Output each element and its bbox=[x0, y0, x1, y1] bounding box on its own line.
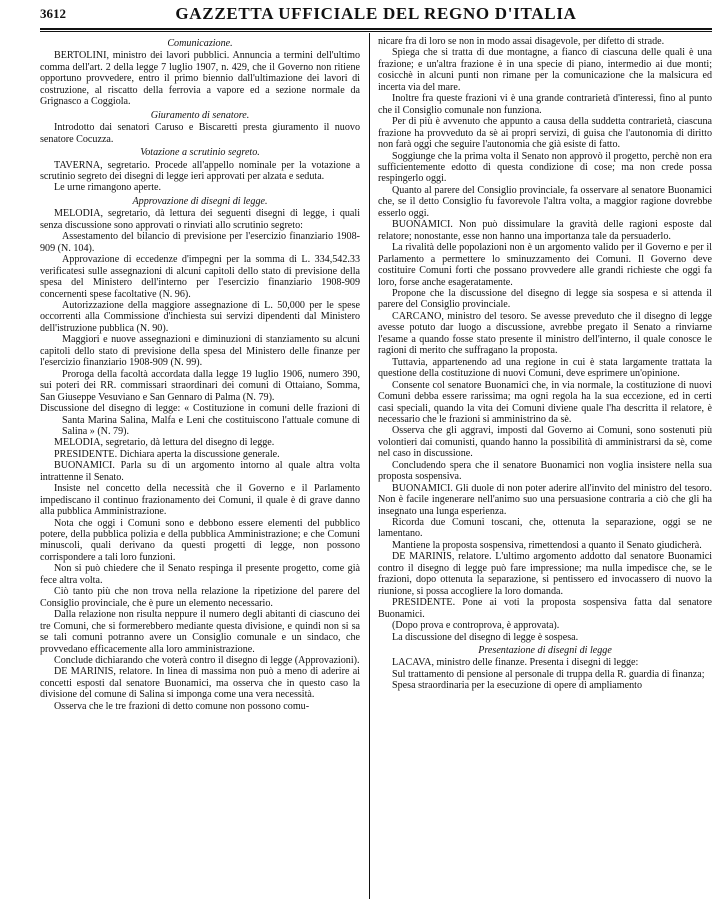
paragraph: Consente col senatore Buonamici che, in via normale, la costituzione di nuovi Comuni debba essere rarissima; ma ogni regola ha la sua eccezione, ed in certi casi speciali, quando la vita dei Comuni diviene quale l'ha descritta il relatore, è necessario che le frazioni si amministrino da sè. bbox=[378, 379, 712, 425]
page-header bbox=[40, 4, 712, 26]
paragraph: Insiste nel concetto della necessità che il Governo e il Parlamento impediscano il continuo frazionamento dei Comuni, il quale è di grave danno alla pubblica Amministrazione. bbox=[40, 483, 360, 518]
paragraph: PRESIDENTE. Pone ai voti la proposta sospensiva fatta dal senatore Buonamici. bbox=[378, 597, 712, 620]
paragraph: Ricorda due Comuni toscani, che, ottenuta la separazione, oggi se ne lamentano. bbox=[378, 517, 712, 540]
paragraph: DE MARINIS, relatore. L'ultimo argomento addotto dal senatore Buonamici contro il disegno di legge può fare impressione; ma nulla impedisce che, se le frazioni, dopo ottenuta la separazione, si pentissero ed invocassero di nuovo la riunione, si possa accogliere la loro domanda. bbox=[378, 551, 712, 597]
paragraph: Spesa straordinaria per la esecuzione di opere di ampliamento bbox=[392, 680, 643, 692]
header-rule-thin bbox=[40, 31, 712, 32]
paragraph: Ciò tanto più che non trova nella relazione la ripetizione del parere del Consiglio provinciale, che è pure un elemento necessario. bbox=[40, 586, 360, 609]
paragraph: BUONAMICI. Parla su di un argomento intorno al quale altra volta intrattenne il Senato. bbox=[40, 460, 360, 483]
paragraph: Osserva che gli aggravi, imposti dal Governo ai Comuni, sono sostenuti più volontieri dai comunisti, quando hanno la possibilità di amministrarsi da sè, come nel caso in discussione. bbox=[378, 425, 712, 460]
paragraph: Maggiori e nuove assegnazioni e diminuzioni di stanziamento su alcuni capitoli dello stato di previsione della spesa del Ministero delle finanze per l'esercizio finanziario 1908-909 (N. 99). bbox=[40, 334, 360, 369]
paragraph: Introdotto dai senatori Caruso e Biscaretti presta giuramento il nuovo senatore Cocuzza. bbox=[40, 122, 360, 145]
paragraph: PRESIDENTE. Dichiara aperta la discussione generale. bbox=[54, 448, 280, 460]
paragraph: Mantiene la proposta sospensiva, rimettendosi a quanto il Senato giudicherà. bbox=[392, 539, 702, 551]
page-number: 3612 bbox=[40, 6, 66, 21]
paragraph: BERTOLINI, ministro dei lavori pubblici. Annuncia a termini dell'ultimo comma dell'art. 2 della legge 7 luglio 1907, n. 429, che il Governo non ritiene opportuno provvedere, entro il primo biennio dall'ultimazione dei lavori di costruzione, al riscatto della ferrovia a vapore ed a sezione normale da Grignasco a Coggiola. bbox=[40, 50, 360, 108]
paragraph: TAVERNA, segretario. Procede all'appello nominale per la votazione a scrutinio segreto dei disegni di legge ieri approvati per alzata e seduta. bbox=[40, 159, 360, 182]
paragraph: Proroga della facoltà accordata dalla legge 19 luglio 1906, numero 390, sui poteri dei RR. commissari straordinari dei comuni di Ottaiano, Somma, San Giuseppe Vesuviano e San Gennaro di Palma (N. 79). bbox=[40, 368, 360, 403]
column-divider bbox=[369, 33, 370, 899]
header-rule bbox=[40, 28, 712, 30]
section-heading: Approvazione di disegni di legge. bbox=[132, 195, 268, 207]
paragraph: CARCANO, ministro del tesoro. Se avesse preveduto che il disegno di legge avesse potuto dar luogo a discussione, avrebbe pregato il Senato a rinviarne l'esame a quando fosse stato presente il ministro dell'interno, il quale conosce le ragioni di merito che suffragano la proposta. bbox=[378, 310, 712, 357]
paragraph: Quanto al parere del Consiglio provinciale, fa osservare al senatore Buonamici che, se il detto Consiglio fu favorevole l'altra volta, a maggior ragione dovrebbe esserlo oggi. bbox=[378, 184, 712, 219]
paragraph: Dalla relazione non risulta neppure il numero degli abitanti di ciascuno dei tre Comuni, che si formerebbero mediante questa divisione, e quindi non si sa se tali comuni potranno avere un Consiglio comunale e un sindaco, che provvedano efficacemente alla loro amministrazione. bbox=[40, 609, 360, 655]
paragraph: Soggiunge che la prima volta il Senato non approvò il progetto, perchè non era sufficientemente edotto di questa condizione di cose; ma non crede possa respingerlo oggi. bbox=[378, 150, 712, 185]
paragraph: LACAVA, ministro delle finanze. Presenta i disegni di legge: bbox=[392, 657, 639, 669]
paragraph: Conclude dichiarando che voterà contro il disegno di legge (Approvazioni). bbox=[54, 655, 360, 667]
section-heading: Giuramento di senatore. bbox=[150, 109, 250, 121]
paragraph: Autorizzazione della maggiore assegnazione di L. 50,000 per le spese occorrenti alla Commissione d'inchiesta sui servizi dipendenti dal Ministero dell'istruzione pubblica (N. 90). bbox=[40, 299, 360, 334]
paragraph: Sul trattamento di pensione al personale di truppa della R. guardia di finanza; bbox=[392, 668, 705, 680]
paragraph: MELODIA, segretario, dà lettura del disegno di legge. bbox=[54, 437, 275, 449]
paragraph: Le urne rimangono aperte. bbox=[54, 182, 162, 194]
paragraph: BUONAMICI. Gli duole di non poter aderire all'invito del ministro del tesoro. Non è facile ingenerare nell'animo suo una persuasione contraria a ciò che gli ha insegnato una lunga esperienza. bbox=[378, 482, 712, 517]
paragraph: Spiega che si tratta di due montagne, a fianco di ciascuna delle quali è una frazione; e un'altra frazione è in una specie di piano, intermedio ai due monti; cosicchè in alcuni punti non rimane per la comunicazione che la malsicura ed incerta via del mare. bbox=[378, 47, 712, 93]
section-heading: Votazione a scrutinio segreto. bbox=[140, 147, 260, 159]
paragraph: Assestamento del bilancio di previsione per l'esercizio finanziario 1908-909 (N. 104). bbox=[40, 231, 360, 254]
paragraph: Non si può chiedere che il Senato respinga il presente progetto, come già fece altra volta. bbox=[40, 563, 360, 586]
paragraph: Per di più è avvenuto che appunto a causa della suddetta contrarietà, ciascuna frazione ha provveduto da sè ai propri servizi, di guisa che l'autonomia di diritto non farà oggi che seguire l'autonomia che già esiste di fatto. bbox=[378, 116, 712, 151]
paragraph: BUONAMICI. Non può dissimulare la gravità delle ragioni esposte dal relatore; nonostante, esse non hanno una importanza tale da persuaderlo. bbox=[378, 219, 712, 242]
paragraph: nicare fra di loro se non in modo assai disagevole, per difetto di strade. bbox=[378, 36, 665, 47]
paragraph: Inoltre fra queste frazioni vi è una grande contrarietà d'interessi, fino al punto che il Consiglio comunale non funziona. bbox=[378, 93, 712, 116]
paragraph: MELODIA, segretario, dà lettura dei seguenti disegni di legge, i quali senza discussione sono approvati o rinviati allo scrutinio segreto: bbox=[40, 208, 360, 231]
paragraph: (Dopo prova e controprova, è approvata). bbox=[392, 620, 560, 632]
section-heading: Comunicazione. bbox=[167, 38, 233, 49]
paragraph: La rivalità delle popolazioni non è un argomento valido per il Governo e per il Parlamento a permettere lo sminuzzamento dei Comuni. Il Governo deve costituire Comuni forti che possano provvedere alle grandi richieste che oggi fa loro, forse anche esageratamente. bbox=[378, 242, 712, 288]
gazette-title: GAZZETTA UFFICIALE DEL REGNO D'ITALIA bbox=[175, 4, 577, 23]
right-column bbox=[378, 36, 712, 896]
paragraph: Discussione del disegno di legge: « Costituzione in comuni delle frazioni di Santa Marina Salina, Malfa e Leni che costituiscono l'attuale comune di Salina » (N. 79). bbox=[40, 403, 360, 437]
paragraph: Concludendo spera che il senatore Buonamici non voglia insistere nella sua proposta sospensiva. bbox=[378, 459, 712, 483]
paragraph: La discussione del disegno di legge è sospesa. bbox=[392, 631, 579, 643]
paragraph: Tuttavia, appartenendo ad una regione in cui è stata largamente trattata la questione della costituzione di nuovi Comuni, deve esprimere un'opinione. bbox=[378, 356, 712, 380]
paragraph: Propone che la discussione del disegno di legge sia sospesa e si attenda il parere del Consiglio provinciale. bbox=[378, 287, 712, 311]
paragraph: Osserva che le tre frazioni di detto comune non possono comu- bbox=[54, 700, 310, 712]
section-heading: Presentazione di disegni di legge bbox=[478, 645, 612, 657]
paragraph: Approvazione di eccedenze d'impegni per la somma di L. 334,542.33 verificatesi sulle assegnazioni di alcuni capitoli dello stato di previsione della spesa del Ministero dell'interno per l'esercizio finanziario 1908-909 concernenti spese facoltative (N. 96). bbox=[40, 254, 360, 300]
paragraph: DE MARINIS, relatore. In linea di massima non può a meno di aderire ai concetti esposti dal senatore Buonamici, ma osserva che in questo caso la divisione del comune di Salina si imponga come una vera necessità. bbox=[40, 666, 360, 701]
left-column bbox=[40, 36, 360, 896]
paragraph: Nota che oggi i Comuni sono e debbono essere elementi del pubblico potere, della pubblica polizia e della pubblica Amministrazione; e che Comuni minuscoli, quali derivano da questi progetti di legge, non possono corrispondere a tali loro funzioni. bbox=[40, 517, 360, 563]
